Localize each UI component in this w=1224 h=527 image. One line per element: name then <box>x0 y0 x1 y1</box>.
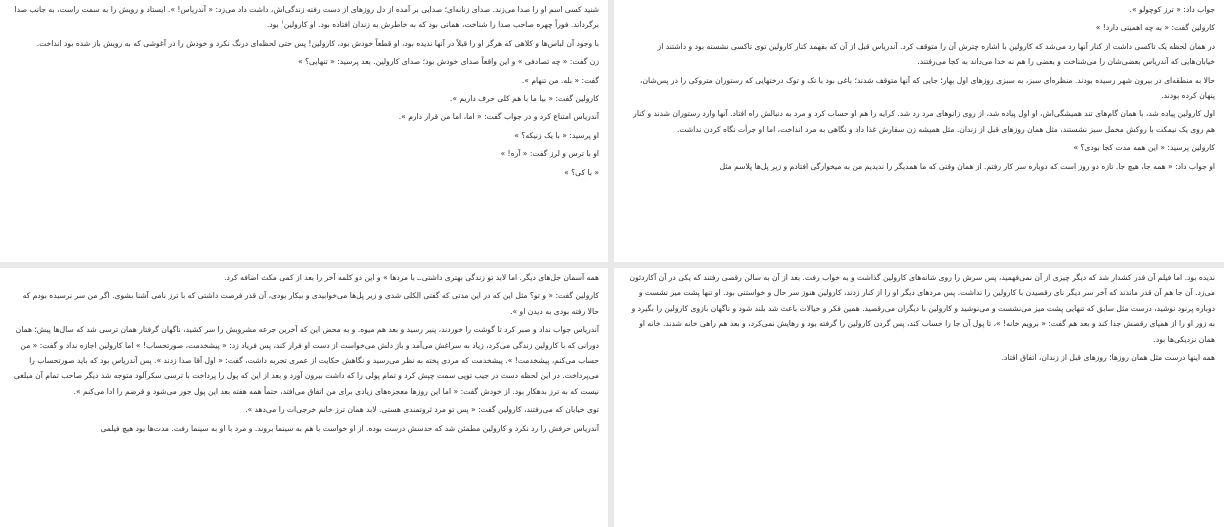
book-page-top-right <box>614 0 1224 262</box>
paragraph: او پرسید: « با یک زنیکه؟ » <box>514 130 599 140</box>
paragraph: او جواب داد: « همه جا، هیچ جا. تازه دو روز است که دوباره سر کار رفتم. از همان وقتی که ما همدیگر را ندیدیم من به میخوارگی افتادم و زیر پل‌ها پلاسم مثل <box>719 161 1215 171</box>
book-page-bottom-left <box>0 268 608 527</box>
paragraph: اول کارولین پیاده شد، با همان گام‌های تند همیشگی‌اش، او اول پیاده شد، از روی زانوهای مرد رد شد. کرایه را هم او حساب کرد و مرد به دنبالش راه افتاد. آنها وارد رستوران شدند و کنار هم روی یک نیمکت با روکش مخمل سبز نشستند، مثل همان روزهای قبل از زندان. مثل همیشه زن سفارش غذا داد و نگاهی به مرد انداخت، اما او جرأت نگاه کردن نداشت. <box>633 109 1215 134</box>
footnote-marker: ۱ <box>281 19 284 26</box>
paragraph: توی خیابان که می‌رفتند، کارولین گفت: « پس تو مرد ثروتمندی هستی. لابد همان ترز خانم خرجی‌ات را می‌دهد ». <box>245 405 599 415</box>
paragraph: آندریاس جواب نداد و صبر کرد تا گوشت را خوردند، پنیر رسید و بعد هم میوه. و به محض این که آخرین جرعه مشروبش را سر کشید، ناگهان گرفتار همان ترسی شد که سال‌ها پیش؛ همان دورانی که با کارولین زندگی می‌کرد، زیاد به سراغش می‌آمد و باز دلش می‌خواست از دست او فرار کند، پس فریاد زد: « پیشخدمت، صورتحساب! » اما کارولین اجازه نداد و گفت: « من حساب می‌کنم، پیشخدمت! ». پیشخدمت که مردی پخته به نظر می‌رسید و نگاهش حکایت از عمری تجربه داشت، گفت: « اول آقا صدا زدند ». پس آندریاس بود که باید صورتحساب را می‌پرداخت. در این لحظه دست در جیب توپی سمت چپش کرد و تمام پولی را که داشت بیرون آورد و بعد از این که پول را پرداخت با ترسی سکرآلود متوجه شد دیگر صاحب تمام آن مبلغی نیست که به ترز بدهکار بود. از خودش گفت: « اما این روزها معجزه‌های زیادی برای من اتفاق می‌افتد، حتماً همه هفته بعد این پول جور می‌شود و قرضم را ادا می‌کنم ». <box>13 325 599 396</box>
paragraph <box>9 2 599 33</box>
paragraph: گفت: « بله. من تنهام ». <box>521 75 599 85</box>
book-page-bottom-right <box>614 268 1224 527</box>
paragraph: حالا به منطقه‌ای در بیرون شهر رسیده بودند. منظره‌ای سبز، به سبزی روزهای اول بهار؛ جایی که آنها متوقف شدند؛ باغی بود با تک و توک درختهایی که رستوران متروکی را در پس‌شان، پنهان کرده بودند. <box>640 75 1215 101</box>
paragraph: در همان لحظه یک تاکسی داشت از کنار آنها رد می‌شد که کارولین با اشاره چترش آن را متوقف کرد. آندریاس قبل از آن که بفهمد کنار کارولین توی تاکسی نشسته بود و داشتند از خیابان‌هایی که آندریاس بعضی‌شان را می‌شناخت و بعضی را هم نه خدا می‌داند به کجا می‌رفتند. <box>657 41 1215 67</box>
paragraph: کارولین گفت: « به چه اهمیتی دارد! » <box>1095 23 1215 33</box>
paragraph-text: بود. <box>266 20 279 30</box>
paragraph: آندریاس امتناع کرد و در جواب گفت: « اما، اما من قرار دارم ». <box>398 112 599 122</box>
paragraph: کارولین پرسید: « این همه مدت کجا بودی؟ » <box>1073 143 1215 153</box>
paragraph: آندریاس حرفش را رد نکرد و کارولین مطمئن شد که حدسش درست بوده. از او خواست با هم به سینما بروند. و مرد با او به سینما رفت. مدت‌ها بود هیچ فیلمی <box>100 423 599 433</box>
paragraph: کارولین گفت: « بیا ما با هم کلی حرف داریم ». <box>449 94 599 104</box>
book-page-top-left <box>0 0 608 262</box>
paragraph: « با کی؟ » <box>564 167 599 177</box>
paragraph: همه اینها درست مثل همان روزها؛ روزهای قبل از زندان، اتفاق افتاد. <box>1001 353 1215 363</box>
paragraph: با وجود آن لباس‌ها و کلاهی که هرگز او را قبلاً در آنها ندیده بود، او قطعاً خودش بود، کارولین! پس حتی لحظه‌ای درنگ نکرد و خودش را در آغوشی که به رویش باز شده بود انداخت. <box>36 38 599 48</box>
paragraph: کارولین گفت: « و تو؟ مثل این که در این مدتی که گفتی الکلی شدی و زیر پل‌ها می‌خوابیدی و بیکار بودی، آن قدر فرصت داشتی که با ترز نامی آشنا بشوی. اگر من سر نرسیده بودم که حالا رفته بودی به دیدن او ». <box>22 291 599 316</box>
paragraph: زن گفت: « چه تصادفی » و این واقعاً صدای خودش بود؛ صدای کارولین. بعد پرسید: « تنهایی؟ » <box>297 57 599 67</box>
paragraph: همه آسمان جل‌های دیگر. اما لابد تو زندگی بهتری داشتی.ـ با مردها » و این دو کلمه آخر را بعد از کمی مکث اضافه کرد. <box>224 273 599 282</box>
paragraph-text: شنید کسی اسم او را صدا می‌زند. صدای زنانه‌ای؛ صدایی بر آمده از دل روزهای از دست رفته زندگی‌اش، داشت داد می‌زد: « آندریاس! ». ایستاد و رویش را به سمت راست، به جانب صدا برگرداند. فوراً چهره صاحب صدا را شناخت، همانی بود که به خاطرش به زندان افتاده بود. او کارولین <box>14 5 599 30</box>
paragraph: ندیده بود. اما فیلم آن قدر کشدار شد که دیگر چیزی از آن نمی‌فهمید، پس سرش را روی شانه‌های کارولین گذاشت و به خواب رفت. بعد از آن به سالن رقصی رفتند که یکی در آن آکاردئون می‌زد. آن جا هم آن قدر ماندند که آخر سر دیگر نای رقصیدن با کارولین را نداشت. پس مردهای دیگر او را از کنار زدند، کارولین هنوز سر حال و خواستنی بود. او تنها پشت میز نشست و دوباره پرنود نوشید، درست مثل سابق که تنهایی پشت میز می‌نشست و می‌نوشید و کارولین با دیگران می‌رقصید. همین فکر و خیالات باعث شد بلند شود و ناگهان بازوی کارولین را بگیرد و به زور او را از همپای رقصش جدا کند و بعد هم گفت: « برویم خانه! »، تا پول آن جا را حساب کند، پس گردن کارولین را گرفته بود و رهایش نمی‌کرد، و بعد هم راهی خانه شدند. خانه او همان نزدیکی‌ها بود. <box>629 273 1215 344</box>
paragraph: او با ترس و لرز گفت: « آره! » <box>500 149 599 159</box>
paragraph: جواب داد: « ترز کوچولو ». <box>1129 5 1215 14</box>
